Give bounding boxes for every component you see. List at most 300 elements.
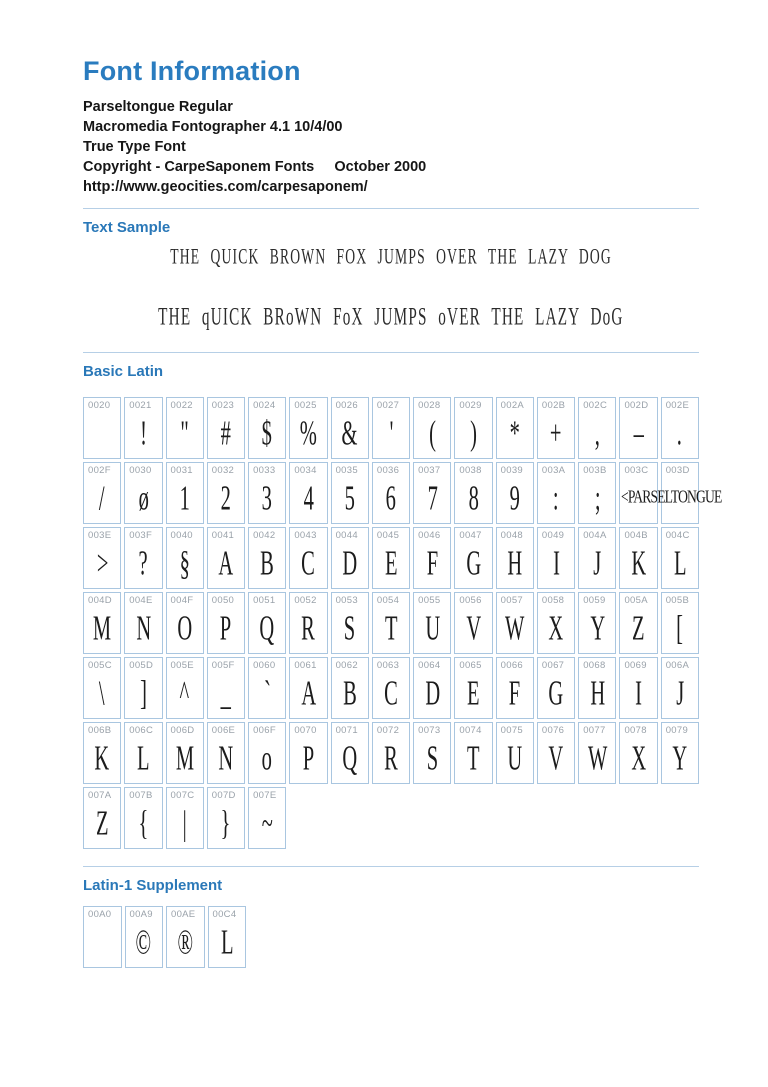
glyph-text: Y xyxy=(672,738,688,777)
glyph-text: H xyxy=(589,673,605,712)
glyph xyxy=(84,540,120,586)
glyph-cell-003F xyxy=(124,527,162,589)
glyph-code-label: 0077 xyxy=(583,725,606,736)
glyph xyxy=(620,670,656,716)
glyph-code-label: 0064 xyxy=(418,660,441,671)
font-detail-line: Parseltongue Regular xyxy=(83,99,233,115)
glyph xyxy=(125,475,161,521)
glyph-cell-0039 xyxy=(496,462,534,524)
glyph xyxy=(208,475,244,521)
glyph-cell-0072 xyxy=(372,722,410,784)
glyph-text: A xyxy=(218,543,234,582)
glyph-code-label: 0051 xyxy=(253,595,276,606)
glyph-text: 6 xyxy=(385,478,397,517)
glyph-text: } xyxy=(220,803,231,842)
glyph-cell-003E xyxy=(83,527,121,589)
glyph-code-label: 0067 xyxy=(541,660,565,671)
glyph xyxy=(373,410,409,456)
glyph-text: L xyxy=(220,922,234,961)
glyph-cell-0061 xyxy=(289,657,327,719)
glyph-text: C xyxy=(384,673,398,712)
glyph-code-label: 0050 xyxy=(211,595,235,606)
glyph-cell-00A9 xyxy=(125,906,164,968)
glyph-text: ` xyxy=(263,673,271,712)
glyph-code-label: 0054 xyxy=(376,595,400,606)
glyph-cell-00A0 xyxy=(83,906,122,968)
glyph xyxy=(332,670,368,716)
glyph-code-label: 0072 xyxy=(376,725,400,736)
glyph-code-label: 0024 xyxy=(253,400,276,411)
glyph-code-label: 006A xyxy=(665,660,690,671)
glyph-code-label: 00AE xyxy=(171,909,196,920)
glyph-cell-0047 xyxy=(454,527,492,589)
glyph-code-label: 0062 xyxy=(335,660,358,671)
page-content xyxy=(83,56,722,968)
glyph-cell-005B xyxy=(661,592,699,654)
glyph-code-label: 00C4 xyxy=(212,909,237,920)
glyph xyxy=(167,735,203,781)
glyph-cell-0059 xyxy=(578,592,616,654)
glyph-text: S xyxy=(344,608,356,647)
glyph-code-label: 0058 xyxy=(541,595,565,606)
glyph-cell-004F xyxy=(166,592,204,654)
glyph-text: – xyxy=(633,413,644,452)
glyph xyxy=(84,919,121,965)
glyph-code-label: 0023 xyxy=(211,400,235,411)
glyph-cell-0037 xyxy=(413,462,451,524)
glyph-code-label: 002E xyxy=(665,400,690,411)
font-detail-line: Copyright - CarpeSaponem Fonts October 2000 xyxy=(83,159,427,175)
glyph-cell-004C xyxy=(661,527,699,589)
glyph-cell-0075 xyxy=(496,722,534,784)
section-divider xyxy=(83,866,699,867)
glyph xyxy=(208,410,244,456)
glyph xyxy=(332,540,368,586)
glyph-code-label: 005E xyxy=(170,660,194,671)
glyph-cell-0063 xyxy=(372,657,410,719)
glyph-text: X xyxy=(548,608,564,647)
glyph-text: Q xyxy=(342,738,358,777)
glyph-code-label: 004F xyxy=(170,595,194,606)
glyph xyxy=(208,670,244,716)
glyph-cell-0071 xyxy=(331,722,369,784)
glyph xyxy=(620,735,656,781)
glyph xyxy=(538,410,574,456)
glyph xyxy=(455,475,491,521)
glyph-code-label: 006D xyxy=(170,725,195,736)
glyph xyxy=(662,540,698,586)
glyph-code-label: 007D xyxy=(211,790,236,801)
glyph-cell-00C4 xyxy=(208,906,247,968)
text-sample-line xyxy=(83,243,699,277)
glyph-code-label: 0037 xyxy=(418,465,441,476)
glyph-text: , xyxy=(594,413,600,452)
glyph-code-label: 003D xyxy=(665,465,690,476)
glyph-text: 2 xyxy=(220,478,232,517)
glyph-cell-002A xyxy=(496,397,534,459)
glyph xyxy=(167,475,203,521)
glyph xyxy=(497,670,533,716)
glyph-cell-0057 xyxy=(496,592,534,654)
glyph-cell-0025 xyxy=(289,397,327,459)
text-sample-area xyxy=(83,243,699,339)
glyph-cell-006B xyxy=(83,722,121,784)
glyph-code-label: 0073 xyxy=(418,725,441,736)
glyph-code-label: 0020 xyxy=(88,400,111,411)
glyph-text: L xyxy=(137,738,150,777)
glyph-text: " xyxy=(180,413,189,452)
glyph xyxy=(373,540,409,586)
glyph-text: \ xyxy=(99,673,105,712)
glyph-cell-0051 xyxy=(248,592,286,654)
basic-latin-glyph-table xyxy=(83,397,722,849)
glyph-text: I xyxy=(635,673,642,712)
glyph-cell-0032 xyxy=(207,462,245,524)
glyph xyxy=(620,605,656,651)
glyph-cell-007D xyxy=(207,787,245,849)
glyph xyxy=(290,540,326,586)
glyph-text: E xyxy=(384,543,398,582)
glyph-cell-005A xyxy=(619,592,657,654)
glyph-code-label: 0055 xyxy=(418,595,441,606)
glyph xyxy=(125,670,161,716)
glyph xyxy=(538,475,574,521)
glyph-code-label: 0027 xyxy=(376,400,400,411)
glyph xyxy=(125,605,161,651)
glyph-cell-006D xyxy=(166,722,204,784)
glyph xyxy=(538,735,574,781)
glyph-cell-0023 xyxy=(207,397,245,459)
glyph-code-label: 0075 xyxy=(500,725,523,736)
glyph-cell-0042 xyxy=(248,527,286,589)
glyph-text: K xyxy=(94,738,110,777)
glyph-cell-0033 xyxy=(248,462,286,524)
glyph-cell-0053 xyxy=(331,592,369,654)
glyph-code-label: 0053 xyxy=(335,595,358,606)
glyph xyxy=(167,605,203,651)
glyph-cell-006A xyxy=(661,657,699,719)
glyph-text: + xyxy=(550,413,562,452)
glyph xyxy=(455,735,491,781)
glyph xyxy=(373,670,409,716)
glyph-cell-0034 xyxy=(289,462,327,524)
glyph-cell-005C xyxy=(83,657,121,719)
glyph-code-label: 0079 xyxy=(665,725,689,736)
glyph-cell-007E xyxy=(248,787,286,849)
glyph-text: P xyxy=(302,738,315,777)
glyph-text: % xyxy=(299,413,318,452)
glyph-code-label: 0029 xyxy=(459,400,482,411)
glyph-text: X xyxy=(631,738,646,777)
glyph-code-label: 007E xyxy=(253,790,277,801)
glyph xyxy=(455,410,491,456)
glyph-code-label: 0040 xyxy=(170,530,193,541)
glyph-code-label: 0078 xyxy=(624,725,647,736)
glyph-text: 4 xyxy=(303,478,314,517)
glyph xyxy=(209,919,246,965)
glyph xyxy=(125,410,161,456)
glyph-text: N xyxy=(218,738,234,777)
glyph-cell-0035 xyxy=(331,462,369,524)
glyph-text: U xyxy=(424,608,440,647)
glyph-text: ; xyxy=(594,478,601,517)
glyph-code-label: 0022 xyxy=(170,400,193,411)
glyph-code-label: 0044 xyxy=(335,530,358,541)
glyph xyxy=(579,475,615,521)
glyph-code-label: 006B xyxy=(88,725,112,736)
glyph-text: U xyxy=(507,738,523,777)
glyph-code-label: 0052 xyxy=(294,595,317,606)
glyph-cell-0038 xyxy=(454,462,492,524)
glyph xyxy=(249,410,285,456)
glyph-cell-0048 xyxy=(496,527,534,589)
glyph-text: T xyxy=(467,738,480,777)
glyph-text: J xyxy=(675,673,684,712)
glyph-text: W xyxy=(505,608,525,647)
glyph-text: 9 xyxy=(509,478,520,517)
glyph-text: ' xyxy=(389,413,393,452)
glyph-text: _ xyxy=(220,673,232,712)
glyph xyxy=(249,475,285,521)
glyph-text: ) xyxy=(470,413,477,452)
text-sample-text: THE qUICK BRoWN FoX JUMPS oVER THE LAZY DoG xyxy=(158,303,624,332)
glyph xyxy=(84,605,120,651)
glyph-text: J xyxy=(593,543,602,582)
glyph xyxy=(249,605,285,651)
glyph xyxy=(84,735,120,781)
glyph-cell-005F xyxy=(207,657,245,719)
glyph-code-label: 0047 xyxy=(459,530,482,541)
glyph-text: Q xyxy=(259,608,275,647)
glyph-text: Z xyxy=(632,608,645,647)
glyph-text: ø xyxy=(138,478,149,517)
glyph-text: Y xyxy=(589,608,605,647)
glyph xyxy=(373,475,409,521)
glyph-cell-0022 xyxy=(166,397,204,459)
glyph-text: ~ xyxy=(261,803,273,842)
glyph-text: o xyxy=(262,738,273,777)
latin1-supplement-glyph-table xyxy=(83,906,699,968)
glyph-text: R xyxy=(384,738,398,777)
glyph-cell-0031 xyxy=(166,462,204,524)
glyph xyxy=(290,735,326,781)
glyph-code-label: 0028 xyxy=(418,400,441,411)
glyph-cell-0044 xyxy=(331,527,369,589)
glyph-cell-002C xyxy=(578,397,616,459)
glyph xyxy=(662,605,698,651)
text-sample-text: THE QUICK BROWN FOX JUMPS OVER THE LAZY DOG xyxy=(170,243,612,269)
glyph-cell-0079 xyxy=(661,722,699,784)
glyph-code-label: 0025 xyxy=(294,400,317,411)
glyph-code-label: 004D xyxy=(88,595,112,606)
glyph-text: V xyxy=(466,608,481,647)
glyph-text: 3 xyxy=(262,478,273,517)
glyph-code-label: 006F xyxy=(253,725,276,736)
glyph xyxy=(414,540,450,586)
glyph-text: B xyxy=(342,673,357,712)
glyph-cell-0069 xyxy=(619,657,657,719)
glyph-text: & xyxy=(341,413,358,452)
glyph-code-label: 004B xyxy=(624,530,648,541)
glyph xyxy=(167,919,204,965)
glyph xyxy=(579,605,615,651)
glyph-text: * xyxy=(509,413,520,452)
glyph xyxy=(125,735,161,781)
glyph xyxy=(125,540,161,586)
glyph-code-label: 0061 xyxy=(294,660,317,671)
glyph-text: M xyxy=(175,738,194,777)
glyph-code-label: 0046 xyxy=(418,530,441,541)
glyph-cell-0030 xyxy=(124,462,162,524)
glyph-text: C xyxy=(301,543,316,582)
glyph-cell-006F xyxy=(248,722,286,784)
glyph-cell-0077 xyxy=(578,722,616,784)
glyph-cell-0021 xyxy=(124,397,162,459)
glyph xyxy=(167,540,203,586)
glyph-cell-007C xyxy=(166,787,204,849)
glyph-text: $ xyxy=(262,413,273,452)
glyph xyxy=(497,410,533,456)
glyph-code-label: 0076 xyxy=(541,725,565,736)
glyph-cell-0065 xyxy=(454,657,492,719)
glyph-text: 7 xyxy=(427,478,438,517)
glyph xyxy=(126,919,163,965)
glyph-code-label: 002B xyxy=(541,400,566,411)
glyph-text: G xyxy=(548,673,564,712)
glyph-cell-007A xyxy=(83,787,121,849)
glyph-text: S xyxy=(426,738,438,777)
glyph-cell-0029 xyxy=(454,397,492,459)
glyph-code-label: 007A xyxy=(88,790,112,801)
glyph-cell-0078 xyxy=(619,722,657,784)
glyph xyxy=(84,800,120,846)
glyph xyxy=(538,605,574,651)
glyph-code-label: 003A xyxy=(541,465,566,476)
glyph xyxy=(414,735,450,781)
glyph-code-label: 0049 xyxy=(541,530,565,541)
glyph-text: N xyxy=(135,608,151,647)
glyph xyxy=(332,735,368,781)
glyph-code-label: 007B xyxy=(129,790,153,801)
glyph-code-label: 0059 xyxy=(583,595,606,606)
glyph-code-label: 005B xyxy=(665,595,690,606)
font-detail-line: Macromedia Fontographer 4.1 10/4/00 xyxy=(83,119,343,135)
glyph xyxy=(84,475,120,521)
glyph-cell-002E xyxy=(661,397,699,459)
glyph xyxy=(579,735,615,781)
glyph xyxy=(373,735,409,781)
glyph-cell-006E xyxy=(207,722,245,784)
glyph xyxy=(208,540,244,586)
glyph-cell-002F xyxy=(83,462,121,524)
glyph-code-label: 0034 xyxy=(294,465,317,476)
glyph-code-label: 0060 xyxy=(253,660,276,671)
glyph-text: A xyxy=(301,673,316,712)
glyph-code-label: 006E xyxy=(211,725,236,736)
glyph-code-label: 002F xyxy=(88,465,111,476)
glyph-cell-006C xyxy=(124,722,162,784)
glyph-cell-0067 xyxy=(537,657,575,719)
glyph-cell-0045 xyxy=(372,527,410,589)
glyph xyxy=(455,605,491,651)
glyph xyxy=(414,410,450,456)
glyph-cell-0026 xyxy=(331,397,369,459)
glyph-cell-0058 xyxy=(537,592,575,654)
glyph xyxy=(579,540,615,586)
glyph-cell-0073 xyxy=(413,722,451,784)
glyph-cell-0074 xyxy=(454,722,492,784)
glyph-cell-0020 xyxy=(83,397,121,459)
glyph-text: V xyxy=(548,738,564,777)
glyph xyxy=(125,800,161,846)
glyph-code-label: 004A xyxy=(583,530,607,541)
glyph-code-label: 004C xyxy=(665,530,690,541)
glyph-code-label: 0036 xyxy=(376,465,400,476)
glyph-text: > xyxy=(96,543,108,582)
glyph-text: { xyxy=(138,803,149,842)
glyph-text: § xyxy=(179,543,190,582)
text-sample-heading: Text Sample xyxy=(83,219,171,236)
glyph xyxy=(208,605,244,651)
glyph xyxy=(208,735,244,781)
glyph-cell-0070 xyxy=(289,722,327,784)
glyph-cell-002D xyxy=(619,397,657,459)
glyph xyxy=(290,605,326,651)
glyph-code-label: 0045 xyxy=(376,530,400,541)
glyph xyxy=(167,800,203,846)
glyph-text: © xyxy=(135,922,152,961)
glyph-text: ® xyxy=(177,922,194,961)
glyph-code-label: 003C xyxy=(624,465,649,476)
glyph-code-label: 0070 xyxy=(294,725,317,736)
glyph-text: L xyxy=(673,543,687,582)
glyph-text: ! xyxy=(139,413,147,452)
glyph-code-label: 003F xyxy=(129,530,153,541)
glyph xyxy=(455,670,491,716)
glyph-cell-0054 xyxy=(372,592,410,654)
glyph-cell-003A xyxy=(537,462,575,524)
glyph-code-label: 0021 xyxy=(129,400,152,411)
glyph xyxy=(620,410,656,456)
glyph-text: . xyxy=(677,413,683,452)
glyph-code-label: 0039 xyxy=(500,465,523,476)
glyph xyxy=(290,475,326,521)
glyph xyxy=(538,540,574,586)
glyph-code-label: 0074 xyxy=(459,725,482,736)
glyph-cell-0064 xyxy=(413,657,451,719)
glyph-text: F xyxy=(426,543,438,582)
glyph-cell-0043 xyxy=(289,527,327,589)
glyph-text: Z xyxy=(95,803,109,842)
glyph xyxy=(167,410,203,456)
glyph-cell-0056 xyxy=(454,592,492,654)
glyph-text: # xyxy=(220,413,232,452)
font-detail-line: http://www.geocities.com/carpesaponem/ xyxy=(83,179,368,195)
glyph xyxy=(208,800,244,846)
font-detail-line: True Type Font xyxy=(83,139,186,155)
glyph xyxy=(84,670,120,716)
glyph-text: F xyxy=(509,673,521,712)
glyph xyxy=(579,670,615,716)
glyph-text: 1 xyxy=(179,478,190,517)
glyph-code-label: 0056 xyxy=(459,595,482,606)
glyph xyxy=(497,605,533,651)
glyph xyxy=(414,475,450,521)
glyph-code-label: 0038 xyxy=(459,465,482,476)
glyph-code-label: 005F xyxy=(211,660,235,671)
glyph-code-label: 0068 xyxy=(583,660,606,671)
text-sample-line xyxy=(83,303,699,339)
